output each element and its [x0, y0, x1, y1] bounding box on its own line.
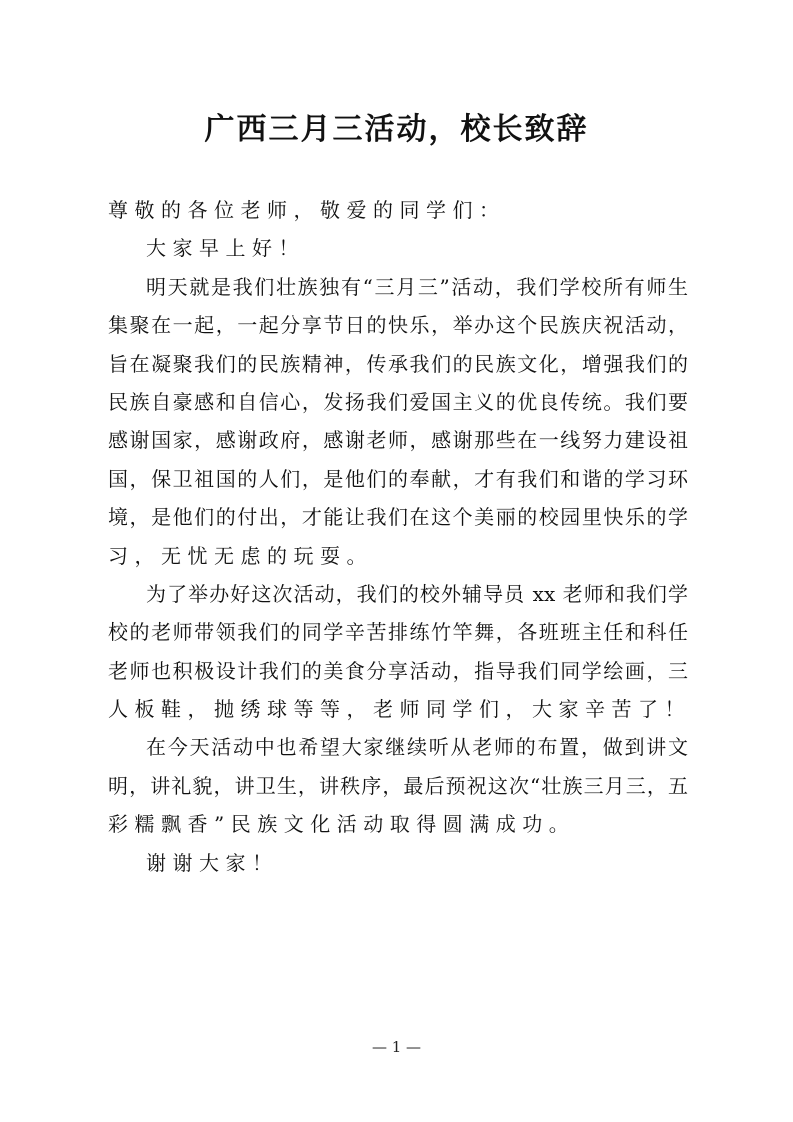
- paragraph: [108, 191, 688, 229]
- text-line: 彩糯飘香”民族文化活动取得圆满成功。: [108, 812, 576, 837]
- text-line: 境，是他们的付出，才能让我们在这个美丽的校园里快乐的学: [108, 505, 688, 530]
- paragraph: [108, 575, 691, 729]
- document-title: 广西三月三活动，校长致辞: [204, 112, 589, 147]
- text-line: 校的老师带领我们的同学辛苦排练竹竿舞，各班班主任和科任: [108, 620, 688, 645]
- text-line: 在今天活动中也希望大家继续听从老师的布置，做到讲文: [146, 735, 688, 760]
- text-line: 习，无忧无虑的玩耍。: [108, 543, 373, 568]
- text-line: 谢谢大家！: [146, 850, 279, 875]
- text-line: 明天就是我们壮族独有“三月三”活动，我们学校所有师生: [146, 274, 688, 299]
- paragraph: [108, 728, 688, 843]
- paragraph: [108, 844, 688, 882]
- text-line: 感谢国家，感谢政府，感谢老师，感谢那些在一线努力建设祖: [108, 428, 688, 453]
- text-line: 为了举办好这次活动，我们的校外辅导员 xx 老师和我们学: [146, 581, 688, 606]
- text-line: 集聚在一起，一起分享节日的快乐，举办这个民族庆祝活动，: [108, 313, 688, 338]
- text-line: 旨在凝聚我们的民族精神，传承我们的民族文化，增强我们的: [108, 351, 688, 376]
- text-line: 国，保卫祖国的人们，是他们的奉献，才有我们和谐的学习环: [108, 466, 688, 491]
- paragraph: [108, 229, 688, 267]
- text-line: 人板鞋，抛绣球等等，老师同学们，大家辛苦了！: [108, 697, 691, 722]
- document-body: [108, 191, 691, 882]
- paragraph: [108, 268, 688, 575]
- text-line: 大家早上好！: [146, 236, 305, 261]
- text-line: 民族自豪感和自信心，发扬我们爱国主义的优良传统。我们要: [108, 389, 688, 414]
- text-line: 明，讲礼貌，讲卫生，讲秩序，最后预祝这次“壮族三月三，五: [108, 773, 688, 798]
- page-number: — 1 —: [371, 1038, 422, 1056]
- text-line: 老师也积极设计我们的美食分享活动，指导我们同学绘画，三: [108, 658, 688, 683]
- text-line: 尊敬的各位老师，敬爱的同学们：: [108, 198, 506, 222]
